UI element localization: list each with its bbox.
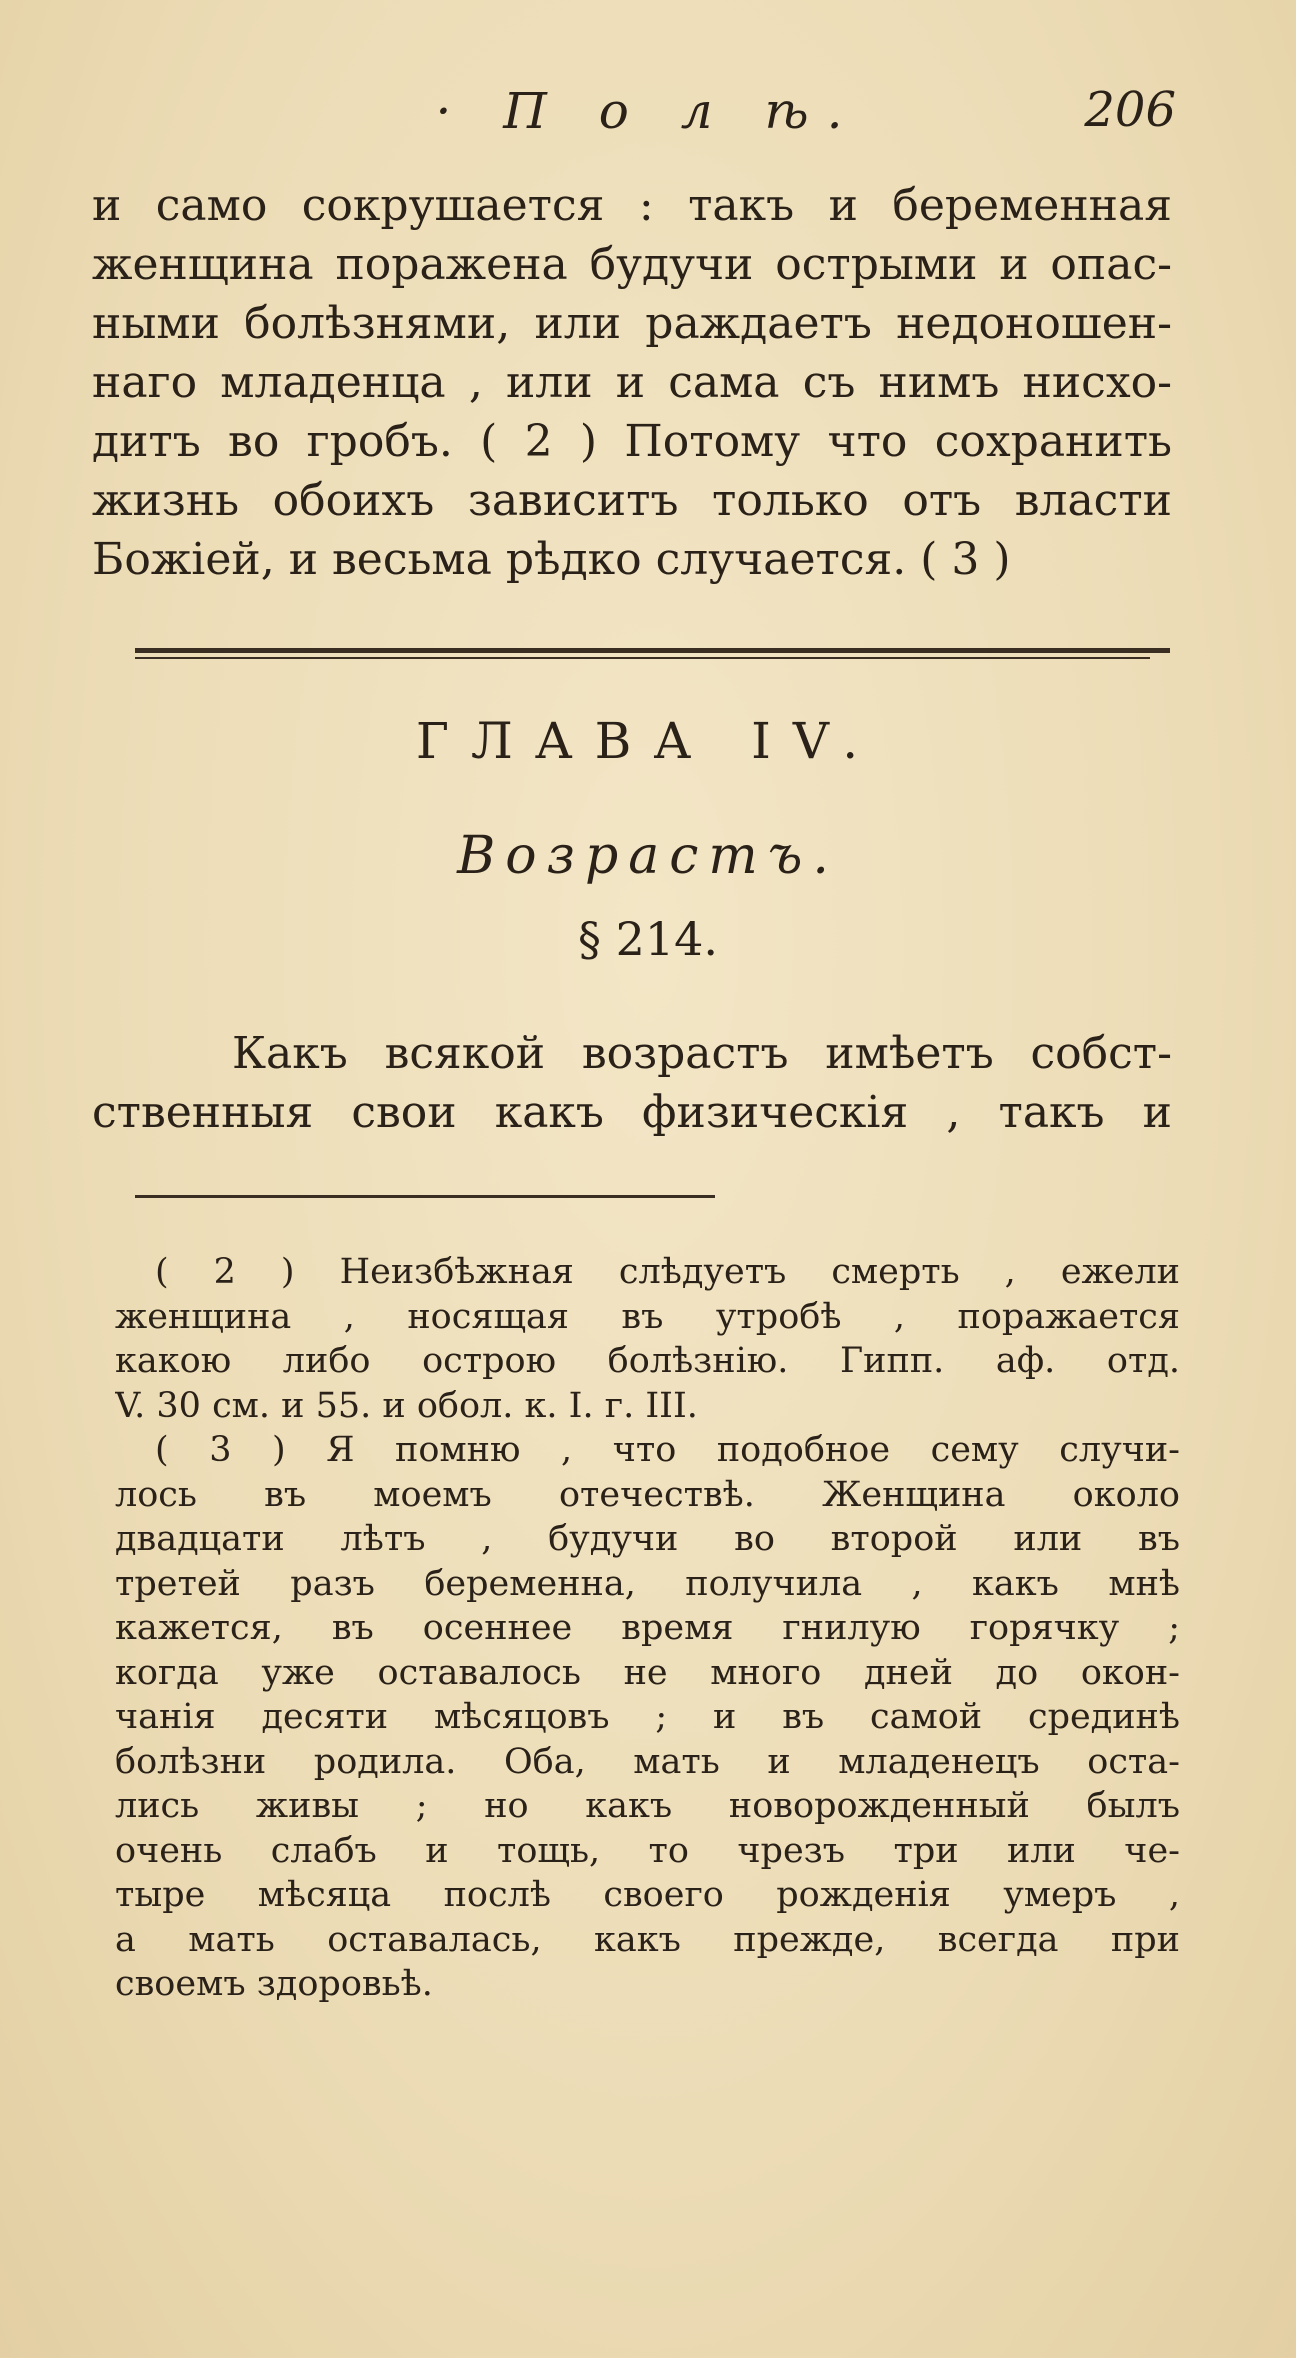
footnote-line: ( 3 ) Я помню , что подобное сему случи- bbox=[155, 1430, 1180, 1470]
text-line: дитъ во гробъ. ( 2 ) Потому что сохранить bbox=[92, 416, 1172, 467]
footnote-line: своемъ здоровьѣ. bbox=[115, 1964, 433, 2004]
text-line: и само сокрушается : такъ и беременная bbox=[92, 180, 1172, 231]
text-line: ственныя свои какъ физическія , такъ и bbox=[92, 1087, 1172, 1138]
footnote-line: чанія десяти мѣсяцовъ ; и въ самой срединѣ bbox=[115, 1697, 1180, 1737]
footnotes bbox=[115, 1250, 1180, 2007]
text-line: Какъ всякой возрастъ имѣетъ собст- bbox=[232, 1028, 1172, 1079]
footnote-divider bbox=[135, 1195, 715, 1198]
chapter-title: Возрастъ. bbox=[457, 826, 839, 886]
text-line: наго младенца , или и сама съ нимъ нисхо- bbox=[92, 357, 1172, 408]
footnote-line: а мать оставалась, какъ прежде, всегда при bbox=[115, 1919, 1180, 1960]
chapter-divider bbox=[135, 648, 1170, 662]
footnote-line: болѣзни родила. Оба, мать и младенецъ оста- bbox=[115, 1741, 1180, 1782]
footnote-line: V. 30 см. и 55. и обол. к. I. г. III. bbox=[115, 1385, 698, 1426]
footnote-line: когда уже оставалось не много дней до окон- bbox=[115, 1652, 1180, 1693]
footnote-2 bbox=[115, 1250, 1180, 1428]
footnote-line: какою либо острою болѣзнію. Гипп. аф. отд. bbox=[115, 1341, 1180, 1381]
paragraph-214 bbox=[92, 1024, 1172, 1142]
footnote-line: третей разъ беременна, получила , какъ мнѣ bbox=[115, 1563, 1180, 1604]
text-line: ными болѣзнями, или раждаетъ недоношен- bbox=[92, 298, 1172, 349]
footnote-line: ( 2 ) Неизбѣжная слѣдуетъ смерть , ежели bbox=[155, 1252, 1180, 1292]
text-line: жизнь обоихъ зависитъ только отъ власти bbox=[92, 475, 1172, 526]
footnote-line: двадцати лѣтъ , будучи во второй или въ bbox=[115, 1519, 1180, 1559]
text-line: Божіей, и весьма рѣдко случается. ( 3 ) bbox=[92, 534, 1011, 585]
running-head bbox=[0, 82, 1296, 152]
footnote-line: лось въ моемъ отечествѣ. Женщина около bbox=[115, 1474, 1180, 1515]
footnote-line: женщина , носящая въ утробѣ , поражается bbox=[115, 1296, 1180, 1337]
footnote-3 bbox=[115, 1428, 1180, 2007]
page-number: 206 bbox=[1084, 82, 1176, 138]
chapter-heading: ГЛАВА IV. bbox=[415, 712, 881, 770]
continued-paragraph bbox=[92, 176, 1172, 589]
text-line: женщина поражена будучи острыми и опас- bbox=[92, 239, 1172, 290]
footnote-line: лись живы ; но какъ новорожденный былъ bbox=[115, 1786, 1180, 1826]
footnote-line: кажется, въ осеннее время гнилую горячку ; bbox=[115, 1608, 1180, 1648]
section-number: § 214. bbox=[577, 912, 719, 966]
running-title: · П о л ѣ. bbox=[435, 82, 861, 140]
footnote-line: тыре мѣсяца послѣ своего рожденія умеръ , bbox=[115, 1875, 1180, 1915]
footnote-line: очень слабъ и тощь, то чрезъ три или че- bbox=[115, 1830, 1180, 1871]
